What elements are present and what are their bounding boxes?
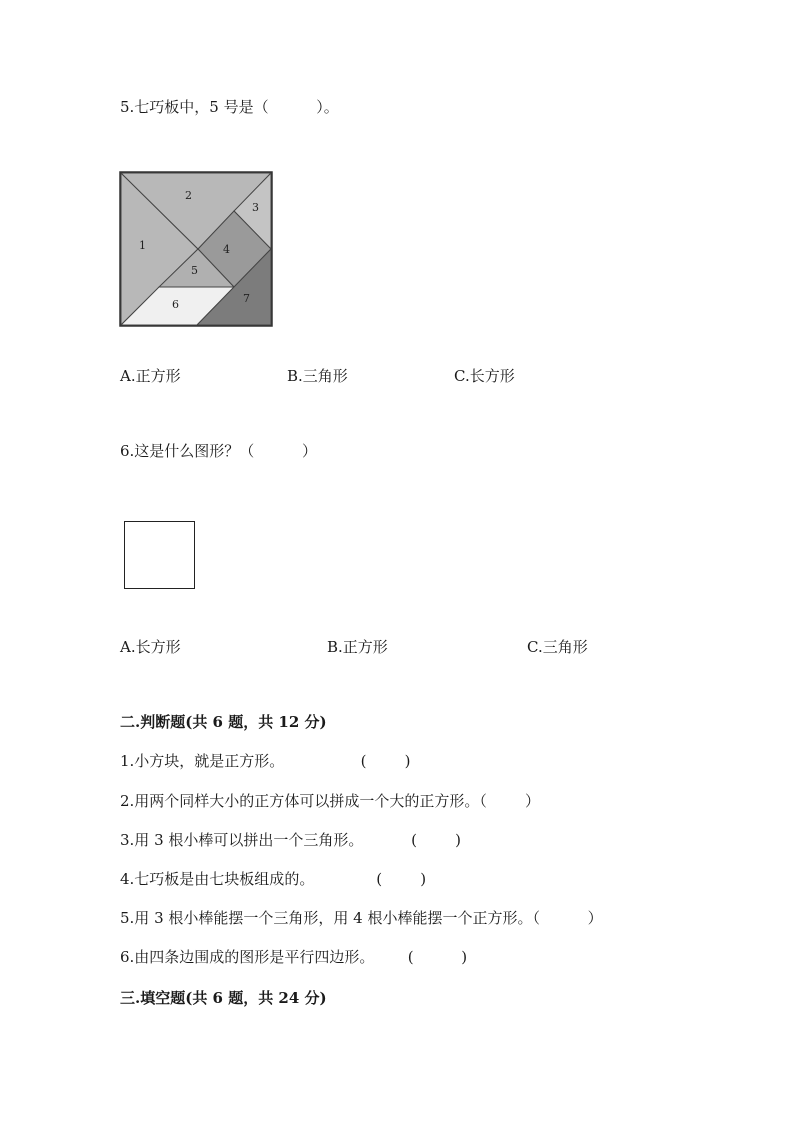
judge-section-heading: 二.判断题(共 6 题，共 12 分) bbox=[120, 713, 327, 731]
judge-item-3: 3.用 3 根小棒可以拼出一个三角形。 ( ) bbox=[120, 831, 461, 849]
q5-option-c[interactable]: C.长方形 bbox=[454, 367, 515, 385]
tangram-label-7: 7 bbox=[243, 292, 250, 305]
judge-item-4: 4.七巧板是由七块板组成的。 ( ) bbox=[120, 870, 427, 888]
q5-option-b[interactable]: B.三角形 bbox=[287, 367, 348, 385]
judge-item-5: 5.用 3 根小棒能摆一个三角形，用 4 根小棒能摆一个正方形。（ ） bbox=[120, 909, 603, 927]
q6-option-b[interactable]: B.正方形 bbox=[327, 638, 388, 656]
tangram-label-4: 4 bbox=[223, 243, 230, 256]
q5-option-a[interactable]: A.正方形 bbox=[120, 367, 181, 385]
judge-item-2: 2.用两个同样大小的正方体可以拼成一个大的正方形。（ ） bbox=[120, 792, 540, 810]
tangram-label-5: 5 bbox=[191, 264, 198, 277]
tangram-figure bbox=[119, 171, 273, 327]
judge-item-6: 6.由四条边围成的图形是平行四边形。 ( ) bbox=[120, 948, 468, 966]
q6-option-c[interactable]: C.三角形 bbox=[527, 638, 588, 656]
judge-item-1: 1.小方块，就是正方形。 ( ) bbox=[120, 752, 411, 770]
q6-option-a[interactable]: A.长方形 bbox=[120, 638, 181, 656]
tangram-label-3: 3 bbox=[252, 201, 259, 214]
tangram-label-2: 2 bbox=[185, 189, 192, 202]
q5-stem: 5.七巧板中，5 号是（ ）。 bbox=[120, 98, 339, 116]
fill-section-heading: 三.填空题(共 6 题，共 24 分) bbox=[120, 989, 327, 1007]
tangram-label-1: 1 bbox=[139, 239, 146, 252]
square-figure bbox=[124, 521, 195, 589]
tangram-label-6: 6 bbox=[172, 298, 179, 311]
q6-stem: 6.这是什么图形？（ ） bbox=[120, 442, 317, 460]
